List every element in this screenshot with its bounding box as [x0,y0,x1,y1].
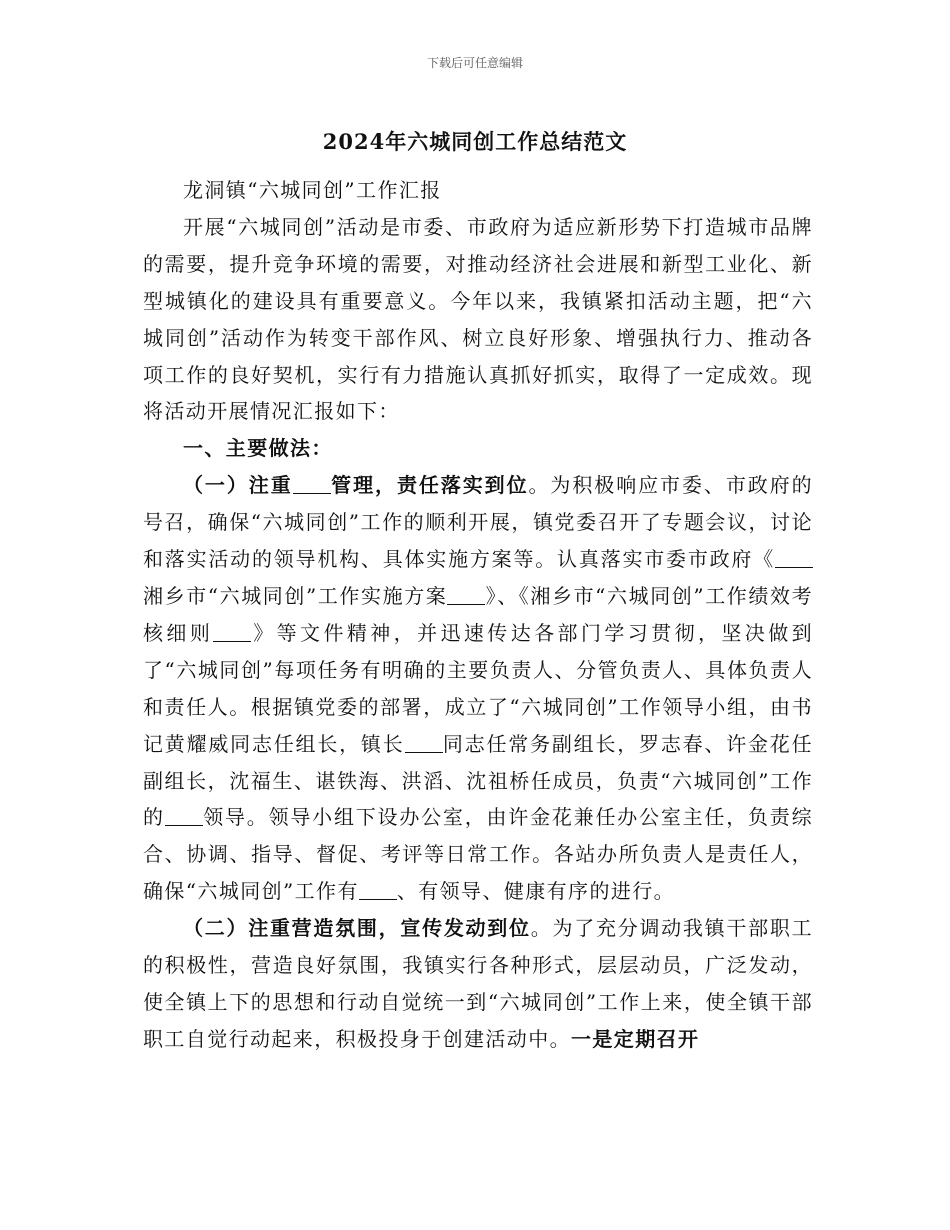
paragraph-1-lead-a: （一）注重 [183,473,293,498]
document-title: 2024年六城同创工作总结范文 [322,129,628,154]
paragraph-1-text-7: 、有领导、健康有序的进行。 [396,879,676,904]
paragraph-1-text-4: 》等文件精神，并迅速传达各部门学习贯彻，坚决做到了“六城同创”每项任务有明确的主要负责人、分管负责人、具体负责人和责任人。根据镇党委的部署，成立了“六城同创”工作领导小组，由书记黄耀威同志任组长，镇长 [143,620,814,756]
paragraph-2 [143,910,813,1058]
fill-blank [213,623,251,642]
fill-blank [405,734,443,753]
fill-blank [775,549,813,568]
document-subtitle: 龙洞镇“六城同创”工作汇报 [183,178,442,202]
fill-blank [293,475,331,494]
fill-blank [359,881,397,900]
paragraph-2-text: 。为了充分调动我镇干部职工的积极性，营造良好氛围，我镇实行各种形式，层层动员，广泛发动，使全镇上下的思想和行动自觉统一到“六城同创”工作上来，使全镇干部职工自觉行动起来，积极投身于创建活动中。 [143,916,813,1051]
document-body [143,172,813,1058]
paragraph-1-text-2: 湘乡市“六城同创”工作实施方案 [143,583,448,608]
paragraph-2-tail: 一是定期召开 [571,1026,700,1051]
paragraph-1-text-1: 。为积极响应市委、市政府的号召，确保“六城同创”工作的顺利开展，镇党委召开了专题会议，讨论和落实活动的领导机构、具体实施方案等。认真落实市委市政府《 [143,473,814,572]
fill-blank [165,807,203,826]
section-heading: 一、主要做法： [183,436,333,461]
page-header-note: 下载后可任意编辑 [426,56,523,70]
fill-blank [447,586,485,605]
paragraph-1 [143,467,813,910]
paragraph-1-text-3: 》、《湘乡市“六城同创”工作绩效考核细则 [143,583,814,645]
paragraph-1-text-5: 同志任常务副组长，罗志春、许金花任副组长，沈福生、谌铁海、洪滔、沈祖桥任成员，负责“六城同创”工作的 [143,731,813,830]
paragraph-2-lead: （二）注重营造氛围，宣传发动到位 [183,916,531,941]
paragraph-1-text-6: 领导。领导小组下设办公室，由许金花兼任办公室主任，负责综合、协调、指导、督促、考评等日常工作。各站办所负责人是责任人，确保“六城同创”工作有 [143,805,813,904]
paragraph-1-lead-b: 管理，责任落实到位 [330,473,529,498]
intro-paragraph: 开展“六城同创”活动是市委、市政府为适应新形势下打造城市品牌的需要，提升竞争环境的需要，对推动经济社会进展和新型工业化、新型城镇化的建设具有重要意义。今年以来，我镇紧扣活动主题，把“六城同创”活动作为转变干部作风、树立良好形象、增强执行力、推动各项工作的良好契机，实行有力措施认真抓好抓实，取得了一定成效。现将活动开展情况汇报如下： [143,214,813,424]
